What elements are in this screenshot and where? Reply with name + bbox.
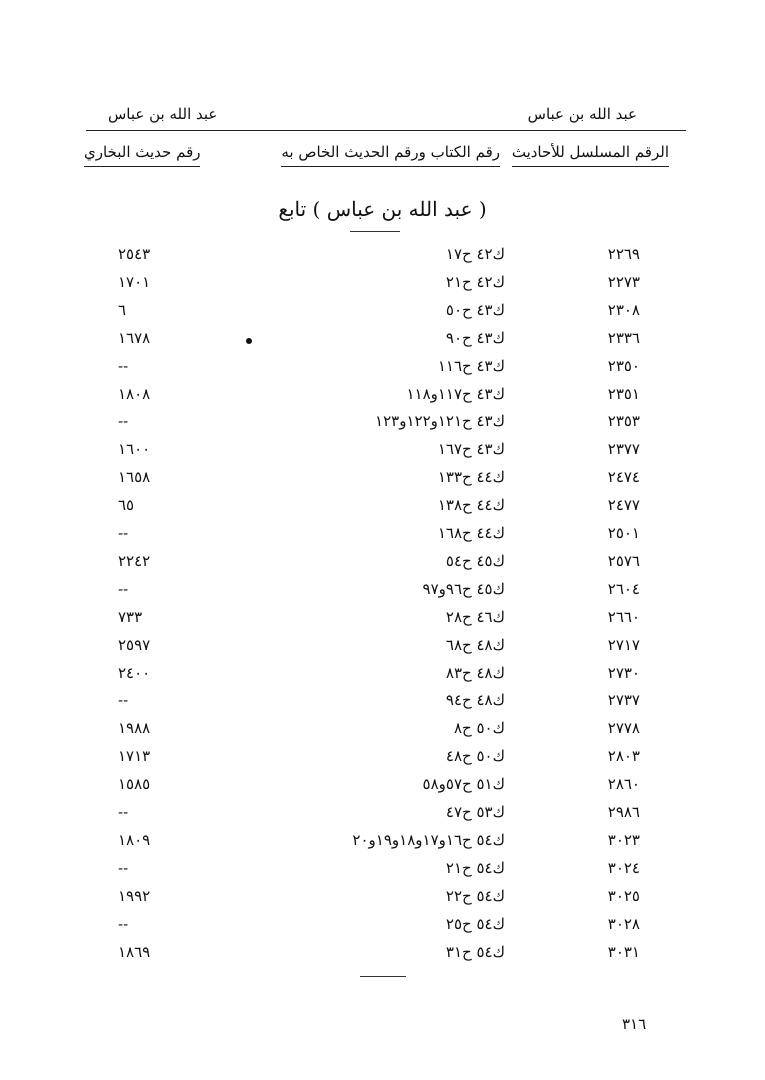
table-row — [0, 324, 765, 352]
table-row — [0, 798, 765, 826]
book-hadith-ref: ك٥٤ ح٢٢ — [445, 886, 505, 905]
bukhari-number: ١٩٨٨ — [118, 719, 151, 738]
table-row — [0, 296, 765, 324]
bukhari-number: -- — [118, 691, 129, 710]
book-hadith-ref: ك٤٥ ح٥٤ — [445, 551, 505, 570]
table-row — [0, 435, 765, 463]
serial-number: ٢٨٦٠ — [607, 775, 640, 794]
bukhari-number: ١٦٠٠ — [118, 440, 151, 459]
book-hadith-ref: ك٤٢ ح٢١ — [445, 272, 505, 291]
bukhari-number: -- — [118, 356, 129, 375]
book-hadith-ref: ك٤٤ ح١٣٣ — [437, 468, 505, 487]
column-header-bukhari: رقم حديث البخاري — [84, 142, 200, 167]
table-row — [0, 575, 765, 603]
table-row — [0, 240, 765, 268]
book-hadith-ref: ك٥٤ ح٣١ — [445, 942, 505, 961]
book-hadith-ref: ك٥١ ح٥٧و٥٨ — [422, 775, 505, 794]
serial-number: ٢٣٥١ — [607, 384, 640, 403]
title-underline — [350, 231, 400, 232]
bukhari-number: ٧٣٣ — [118, 607, 143, 626]
table-row — [0, 631, 765, 659]
bukhari-number: ١٧١٣ — [118, 747, 151, 766]
table-row — [0, 686, 765, 714]
serial-number: ٢٨٠٣ — [607, 747, 640, 766]
serial-number: ٣٠٢٤ — [607, 858, 640, 877]
bukhari-number: -- — [118, 914, 129, 933]
serial-number: ٢٤٧٤ — [607, 468, 640, 487]
serial-number: ٢٧١٧ — [607, 635, 640, 654]
bukhari-number: ٦٥ — [118, 496, 135, 515]
book-hadith-ref: ك٥٤ ح١٦و١٧و١٨و١٩و٢٠ — [352, 830, 505, 849]
book-hadith-ref: ك٥٠ ح٤٨ — [445, 747, 505, 766]
book-hadith-ref: ك٥٤ ح٢٥ — [445, 914, 505, 933]
serial-number: ٣٠٣١ — [607, 942, 640, 961]
table-row — [0, 352, 765, 380]
bukhari-number: -- — [118, 412, 129, 431]
book-hadith-ref: ك٤٤ ح١٦٨ — [437, 524, 505, 542]
table-row — [0, 519, 765, 547]
serial-number: ٢٣٥٣ — [607, 412, 640, 431]
serial-number: ٢٥٠١ — [607, 524, 640, 542]
table-row — [0, 407, 765, 435]
bukhari-number: -- — [118, 524, 129, 542]
bukhari-number: -- — [118, 803, 129, 821]
bukhari-number: ١٨٠٨ — [118, 384, 151, 403]
book-hadith-ref: ك٤٤ ح١٣٨ — [437, 496, 505, 515]
book-hadith-ref: ك٥٠ ح٨ — [453, 719, 505, 738]
serial-number: ٢٢٦٩ — [607, 245, 640, 263]
table-row — [0, 603, 765, 631]
bukhari-number: ١٨٦٩ — [118, 942, 151, 961]
book-hadith-ref: ك٤٨ ح٩٤ — [445, 691, 505, 710]
table-row — [0, 268, 765, 296]
bukhari-number: ١٦٧٨ — [118, 328, 151, 347]
serial-number: ٢٣٧٧ — [607, 440, 640, 459]
book-hadith-ref: ك٥٤ ح٢١ — [445, 858, 505, 877]
serial-number: ٢٦٦٠ — [607, 607, 640, 626]
table-row — [0, 882, 765, 910]
book-hadith-ref: ك٤٣ ح١١٧و١١٨ — [406, 384, 505, 403]
book-hadith-ref: ك٤٦ ح٢٨ — [445, 607, 505, 626]
serial-number: ٢٥٧٦ — [607, 551, 640, 570]
table-row — [0, 826, 765, 854]
table-row — [0, 547, 765, 575]
serial-number: ٢٣٠٨ — [607, 300, 640, 319]
table-row — [0, 910, 765, 938]
bukhari-number: -- — [118, 858, 129, 877]
bukhari-number: -- — [118, 579, 129, 598]
table-row — [0, 380, 765, 408]
serial-number: ٢٧٧٨ — [607, 719, 640, 738]
book-hadith-ref: ك٤٣ ح٥٠ — [445, 300, 505, 319]
column-header-book: رقم الكتاب ورقم الحديث الخاص به — [281, 142, 500, 167]
table-row — [0, 463, 765, 491]
serial-number: ٣٠٢٥ — [607, 886, 640, 905]
serial-number: ٢٦٠٤ — [607, 579, 640, 598]
serial-number: ٢٩٨٦ — [607, 803, 640, 821]
table-row — [0, 938, 765, 966]
bukhari-number: ٢٥٤٣ — [118, 245, 151, 263]
book-hadith-ref: ك٤٣ ح١٢١و١٢٢و١٢٣ — [375, 412, 505, 431]
table-row — [0, 491, 765, 519]
running-head-right: عبد الله بن عباس — [527, 105, 637, 123]
serial-number: ٢٢٧٣ — [607, 272, 640, 291]
bukhari-number: ١٩٩٢ — [118, 886, 151, 905]
table-row — [0, 854, 765, 882]
serial-number: ٢٤٧٧ — [607, 496, 640, 515]
table-row — [0, 714, 765, 742]
book-hadith-ref: ك٤٨ ح٨٣ — [445, 663, 505, 682]
bukhari-number: ٢٥٩٧ — [118, 635, 151, 654]
bukhari-number: ١٥٨٥ — [118, 775, 151, 794]
section-title: ( عبد الله بن عباس ) تابع — [278, 197, 487, 221]
serial-number: ٢٧٣٠ — [607, 663, 640, 682]
bukhari-number: ٦ — [118, 300, 127, 319]
bukhari-number: ٢٢٤٢ — [118, 551, 151, 570]
book-hadith-ref: ك٥٣ ح٤٧ — [445, 803, 505, 821]
table-row — [0, 659, 765, 687]
bukhari-number: ٢٤٠٠ — [118, 663, 151, 682]
column-header-serial: الرقم المسلسل للأحاديث — [512, 142, 669, 167]
book-hadith-ref: ك٤٢ ح١٧ — [445, 245, 505, 263]
end-rule — [360, 976, 406, 977]
bukhari-number: ١٦٥٨ — [118, 468, 151, 487]
book-hadith-ref: ك٤٣ ح١١٦ — [437, 356, 505, 375]
serial-number: ٣٠٢٣ — [607, 830, 640, 849]
bukhari-number: ١٨٠٩ — [118, 830, 151, 849]
serial-number: ٣٠٢٨ — [607, 914, 640, 933]
book-hadith-ref: ك٤٣ ح١٦٧ — [437, 440, 505, 459]
bukhari-number: ١٧٠١ — [118, 272, 151, 291]
book-hadith-ref: ك٤٨ ح٦٨ — [445, 635, 505, 654]
header-rule — [86, 130, 686, 131]
table-row — [0, 770, 765, 798]
page-number: ٣١٦ — [622, 1015, 647, 1033]
table-row — [0, 742, 765, 770]
running-head-left: عبد الله بن عباس — [108, 105, 218, 123]
book-hadith-ref: ك٤٥ ح٩٦و٩٧ — [422, 579, 505, 598]
book-hadith-ref: ك٤٣ ح٩٠ — [445, 328, 505, 347]
serial-number: ٢٧٣٧ — [607, 691, 640, 710]
margin-dot — [246, 338, 252, 344]
serial-number: ٢٣٣٦ — [607, 328, 640, 347]
serial-number: ٢٣٥٠ — [607, 356, 640, 375]
